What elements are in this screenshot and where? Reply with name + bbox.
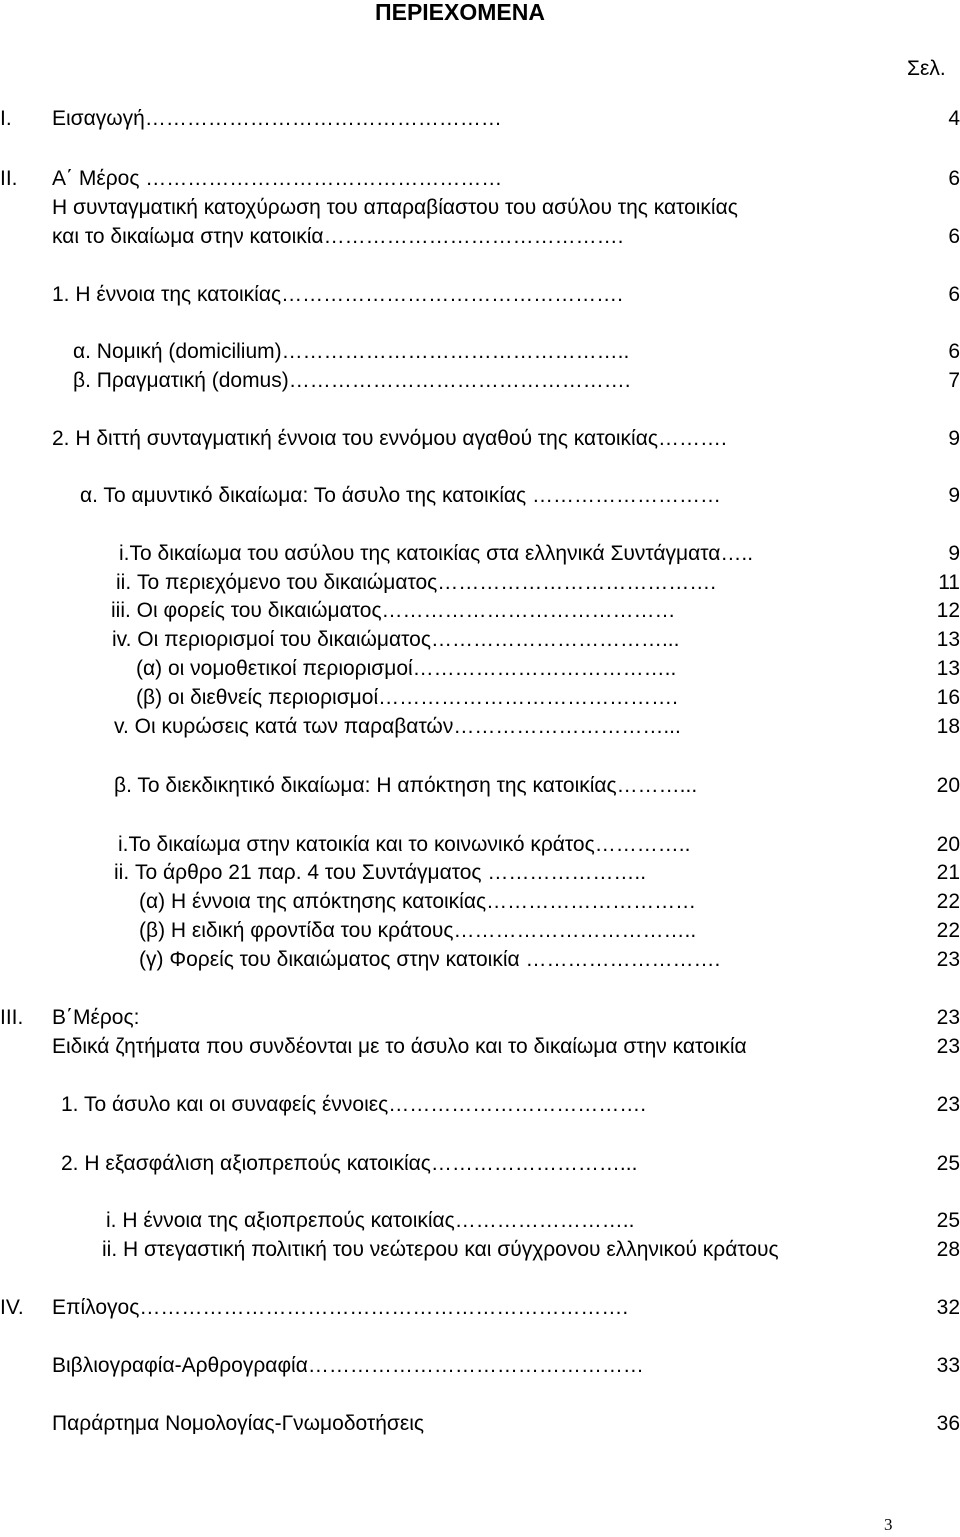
toc-entry-title: 2. Η εξασφάλιση αξιοπρεπούς κατοικίας………………………... <box>61 1152 638 1175</box>
toc-entry-page: 22 <box>936 890 960 913</box>
toc-entry-title: Η συνταγματική κατοχύρωση του απαραβίαστου του ασύλου της κατοικίας <box>52 196 738 219</box>
toc-entry-page: 6 <box>948 283 960 306</box>
toc-entry-title: (α) Η έννοια της απόκτησης κατοικίας………………………… <box>139 890 697 913</box>
toc-entry-number: IV. <box>0 1296 24 1319</box>
toc-entry-page: 18 <box>936 715 960 738</box>
toc-entry-title: β. Πραγματική (domus)…………………………………………. <box>73 369 631 392</box>
toc-entry <box>0 569 960 597</box>
toc-entry-page: 25 <box>936 1152 960 1175</box>
toc-entry <box>0 281 960 309</box>
toc-entry <box>0 165 960 193</box>
toc-entry-title: Ειδικά ζητήματα που συνδέονται με το άσυλο και το δικαίωμα στην κατοικία <box>52 1035 747 1058</box>
toc-entry-title: 2. Η διττή συνταγματική έννοια του εννόμου αγαθού της κατοικίας………. <box>52 427 727 450</box>
toc-entry <box>0 482 960 510</box>
toc-entry-page: 25 <box>936 1209 960 1232</box>
toc-entry-page: 33 <box>936 1354 960 1377</box>
toc-entry-page: 21 <box>936 861 960 884</box>
toc-entry-page: 6 <box>948 340 960 363</box>
toc-entry-page: 11 <box>938 571 960 594</box>
toc-entry-title: iv. Οι περιορισμοί του δικαιώματος……………………………... <box>112 628 680 651</box>
toc-entry <box>0 946 960 974</box>
toc-entry-page: 9 <box>948 542 960 565</box>
toc-entry-number: I. <box>0 107 12 130</box>
toc-entry <box>0 1004 960 1032</box>
toc-entry-title: Β΄Μέρος: <box>52 1006 140 1029</box>
toc-entry-page: 20 <box>936 833 960 856</box>
toc-entry <box>0 684 960 712</box>
toc-entry-page: 13 <box>936 657 960 680</box>
toc-entry-page: 16 <box>936 686 960 709</box>
toc-entry-number: II. <box>0 167 18 190</box>
toc-entry <box>0 1091 960 1119</box>
toc-entry <box>0 105 960 133</box>
toc-entry-title: Βιβλιογραφία-Αρθρογραφία………………………………………… <box>52 1354 644 1377</box>
toc-entry <box>0 540 960 568</box>
toc-entry-page: 9 <box>948 427 960 450</box>
toc-entry <box>0 713 960 741</box>
toc-entry <box>0 1294 960 1322</box>
toc-entry-number: III. <box>0 1006 24 1029</box>
toc-entry-page: 6 <box>948 167 960 190</box>
toc-entry-title: Α΄ Μέρος …………………………………………… <box>52 167 503 190</box>
toc-entry-page: 23 <box>936 948 960 971</box>
toc-entry <box>0 655 960 683</box>
toc-entry <box>0 597 960 625</box>
toc-entry <box>0 1033 960 1061</box>
toc-entry <box>0 1410 960 1438</box>
toc-entry-title: α. Νομική (domicilium)………………………………………….. <box>73 340 630 363</box>
toc-entry-title: (β) Η ειδική φροντίδα του κράτους…………………………….. <box>139 919 697 942</box>
toc-entry-page: 13 <box>936 628 960 651</box>
toc-entry-title: ii. Το περιεχόμενο του δικαιώματος…………………………………. <box>116 571 717 594</box>
toc-entry-title: iii. Οι φορείς του δικαιώματος…………………………………… <box>111 599 676 622</box>
toc-entry <box>0 831 960 859</box>
toc-entry <box>0 1207 960 1235</box>
toc-entry-title: 1. Το άσυλο και οι συναφείς έννοιες………………………………. <box>61 1093 647 1116</box>
toc-entry-title: ii. Το άρθρο 21 παρ. 4 του Συντάγματος ………………….. <box>114 861 647 884</box>
toc-entry-title: Εισαγωγή…………………………………………… <box>52 107 502 130</box>
toc-entry-page: 22 <box>936 919 960 942</box>
toc-entry <box>0 859 960 887</box>
toc-entry-title: (β) οι διεθνείς περιορισμοί……………………………………. <box>136 686 678 709</box>
toc-entry-page: 4 <box>948 107 960 130</box>
toc-entry-title: (α) οι νομοθετικοί περιορισμοί……………………………….. <box>136 657 677 680</box>
toc-entry <box>0 888 960 916</box>
page-number: 3 <box>884 1515 893 1534</box>
toc-entry-page: 36 <box>936 1412 960 1435</box>
toc-entry-page: 9 <box>948 484 960 507</box>
toc-entry-page: 7 <box>948 369 960 392</box>
toc-entry-title: ii. Η στεγαστική πολιτική του νεώτερου και σύγχρονου ελληνικού κράτους <box>102 1238 779 1261</box>
toc-entry-page: 20 <box>936 774 960 797</box>
toc-entry-page: 23 <box>936 1035 960 1058</box>
toc-entry-page: 6 <box>948 225 960 248</box>
toc-entry-title: 1. Η έννοια της κατοικίας…………………………………………. <box>52 283 623 306</box>
toc-entry <box>0 1352 960 1380</box>
toc-entry <box>0 367 960 395</box>
toc-entry-title: α. Το αμυντικό δικαίωμα: Το άσυλο της κατοικίας ……………………… <box>80 484 721 507</box>
toc-entry-title: v. Οι κυρώσεις κατά των παραβατών…………………………... <box>114 715 681 738</box>
toc-entry-title: Επίλογος……………………………………………………………. <box>52 1296 629 1319</box>
toc-entry-page: 12 <box>936 599 960 622</box>
toc-entry-page: 32 <box>936 1296 960 1319</box>
toc-entry-title: i.Το δικαίωμα του ασύλου της κατοικίας στα ελληνικά Συντάγματα….. <box>119 542 754 565</box>
toc-entry-title: i.Το δικαίωμα στην κατοικία και το κοινωνικό κράτος………….. <box>118 833 691 856</box>
toc-entry-page: 28 <box>936 1238 960 1261</box>
toc-entry <box>0 772 960 800</box>
toc-entry-page: 23 <box>936 1006 960 1029</box>
toc-entry <box>0 425 960 453</box>
toc-entry-page: 23 <box>936 1093 960 1116</box>
toc-entry <box>0 223 960 251</box>
toc-entry <box>0 626 960 654</box>
toc-entry <box>0 338 960 366</box>
toc-entry-title: (γ) Φορείς του δικαιώματος στην κατοικία ………………………. <box>139 948 721 971</box>
page-title: ΠΕΡΙΕΧΟΜΕΝΑ <box>375 0 545 25</box>
toc-entry-title: Παράρτημα Νομολογίας-Γνωμοδοτήσεις <box>52 1412 424 1435</box>
toc-entry-title: και το δικαίωμα στην κατοικία……………………………………. <box>52 225 624 248</box>
toc-entry <box>0 1150 960 1178</box>
toc-entry-title: β. Το διεκδικητικό δικαίωμα: Η απόκτηση της κατοικίας………... <box>114 774 698 797</box>
page-column-label: Σελ. <box>907 57 946 80</box>
toc-entry <box>0 1236 960 1264</box>
toc-entry-title: i. Η έννοια της αξιοπρεπούς κατοικίας…………………….. <box>106 1209 635 1232</box>
toc-entry <box>0 917 960 945</box>
toc-entry <box>0 194 960 222</box>
